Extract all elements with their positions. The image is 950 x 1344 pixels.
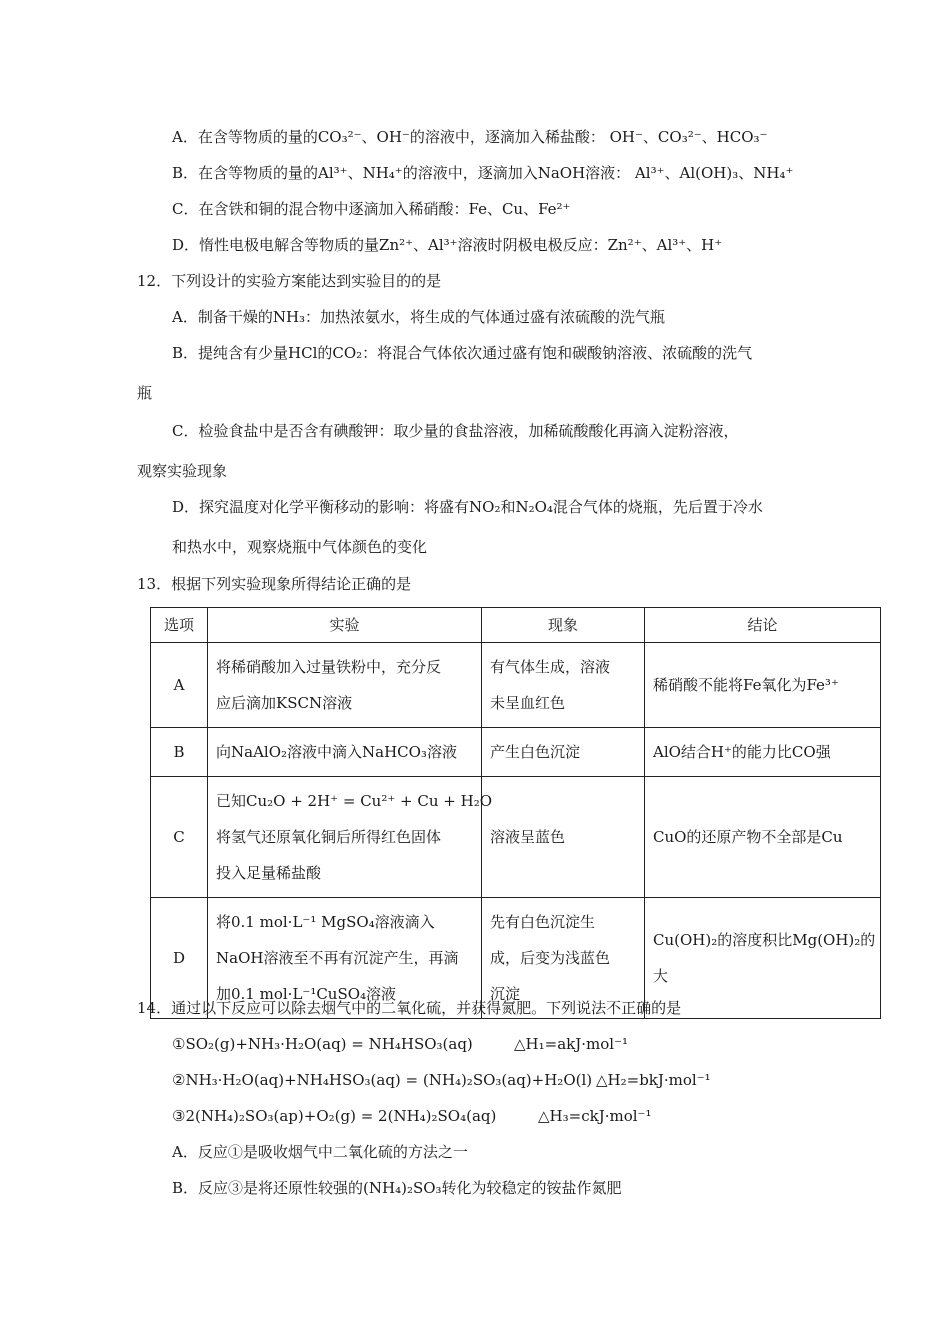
row-conclusion <box>645 777 881 898</box>
table-row <box>151 777 881 898</box>
row-option: B <box>151 728 208 777</box>
q12-stem: 12．下列设计的实验方案能达到实验目的的是 <box>137 272 442 290</box>
cell-line: 大 <box>653 967 669 985</box>
row-experiment <box>208 643 482 728</box>
q14-reaction-3-enthalpy: △H₃=ckJ·mol⁻¹ <box>538 1107 652 1125</box>
row-experiment <box>208 728 482 777</box>
cell-line: 先有白色沉淀生 <box>490 913 596 931</box>
cell-line: 应后滴加KSCN溶液 <box>216 694 353 712</box>
cell-line: 稀硝酸不能将Fe氧化为Fe³⁺ <box>653 676 839 694</box>
row-option: C <box>151 777 208 898</box>
cell-line: 溶液呈蓝色 <box>490 828 566 846</box>
table-row <box>151 728 881 777</box>
q14-reaction-2: ②NH₃·H₂O(aq)+NH₄HSO₃(aq) = (NH₄)₂SO₃(aq)+H₂O(l) <box>172 1071 593 1089</box>
row-phenomenon <box>482 728 645 777</box>
cell-line: 已知Cu₂O + 2H⁺ = Cu²⁺ + Cu + H₂O <box>216 792 493 810</box>
cell-line: AlO结合H⁺的能力比CO强 <box>653 743 831 761</box>
q14-option-a: A．反应①是吸收烟气中二氧化硫的方法之一 <box>172 1143 468 1161</box>
q12-option-d-line2: 和热水中，观察烧瓶中气体颜色的变化 <box>172 538 428 556</box>
cell-line: 向NaAlO₂溶液中滴入NaHCO₃溶液 <box>216 743 457 761</box>
q14-stem: 14．通过以下反应可以除去烟气中的二氧化硫，并获得氮肥。下列说法不正确的是 <box>137 999 682 1017</box>
q11-option-b: B．在含等物质的量的Al³⁺、NH₄⁺的溶液中，逐滴加入NaOH溶液： Al³⁺、Al(OH)₃、NH₄⁺ <box>172 164 794 182</box>
table-row <box>151 643 881 728</box>
q14-option-b: B．反应③是将还原性较强的(NH₄)₂SO₃转化为较稳定的铵盐作氮肥 <box>172 1179 622 1197</box>
row-option: A <box>151 643 208 728</box>
header-conclusion: 结论 <box>645 608 881 643</box>
q12-option-a: A．制备干燥的NH₃：加热浓氨水，将生成的气体通过盛有浓硫酸的洗气瓶 <box>172 308 666 326</box>
q12-option-b-line1: B．提纯含有少量HCl的CO₂：将混合气体依次通过盛有饱和碳酸钠溶液、浓硫酸的洗气 <box>172 344 753 362</box>
q12-option-d-line1: D．探究温度对化学平衡移动的影响：将盛有NO₂和N₂O₄混合气体的烧瓶，先后置于冷水 <box>172 498 763 516</box>
q14-reaction-1: ①SO₂(g)+NH₃·H₂O(aq) = NH₄HSO₃(aq) <box>172 1035 473 1053</box>
row-phenomenon <box>482 643 645 728</box>
header-option: 选项 <box>151 608 208 643</box>
q14-reaction-1-enthalpy: △H₁=akJ·mol⁻¹ <box>514 1035 628 1053</box>
q12-option-c-line2: 观察实验现象 <box>137 462 228 480</box>
q14-reaction-3: ③2(NH₄)₂SO₃(ap)+O₂(g) = 2(NH₄)₂SO₄(aq) <box>172 1107 497 1125</box>
q14-reaction-2-enthalpy: △H₂=bkJ·mol⁻¹ <box>596 1071 711 1089</box>
q12-option-b-line2: 瓶 <box>137 384 153 402</box>
cell-line: 未呈血红色 <box>490 694 566 712</box>
cell-line: 产生白色沉淀 <box>490 743 581 761</box>
cell-line: NaOH溶液至不再有沉淀产生，再滴 <box>216 949 459 967</box>
cell-line: 成，后变为浅蓝色 <box>490 949 611 967</box>
q12-option-c-line1: C．检验食盐中是否含有碘酸钾：取少量的食盐溶液，加稀硫酸酸化再滴入淀粉溶液， <box>172 422 739 440</box>
row-conclusion <box>645 643 881 728</box>
cell-line: 将稀硝酸加入过量铁粉中，充分反 <box>216 658 442 676</box>
header-experiment: 实验 <box>208 608 482 643</box>
row-conclusion <box>645 728 881 777</box>
cell-line: 有气体生成，溶液 <box>490 658 611 676</box>
cell-line: 将0.1 mol·L⁻¹ MgSO₄溶液滴入 <box>216 913 435 931</box>
cell-line: Cu(OH)₂的溶度积比Mg(OH)₂的 <box>653 931 876 949</box>
q11-option-c: C．在含铁和铜的混合物中逐滴加入稀硝酸：Fe、Cu、Fe²⁺ <box>172 200 571 218</box>
q11-option-d: D．惰性电极电解含等物质的量Zn²⁺、Al³⁺溶液时阴极电极反应：Zn²⁺、Al³⁺、H⁺ <box>172 236 723 254</box>
cell-line: CuO的还原产物不全部是Cu <box>653 828 843 846</box>
row-option: D <box>151 898 208 1019</box>
row-experiment <box>208 777 493 898</box>
header-phenomenon: 现象 <box>482 608 645 643</box>
row-phenomenon <box>482 777 645 898</box>
cell-line: 加0.1 mol·L⁻¹CuSO₄溶液 <box>216 985 397 1003</box>
cell-line: 沉淀 <box>490 985 521 1003</box>
table-header-row <box>151 608 881 643</box>
cell-line: 投入足量稀盐酸 <box>216 864 322 882</box>
cell-line: 将氢气还原氧化铜后所得红色固体 <box>216 828 442 846</box>
q11-option-a: A．在含等物质的量的CO₃²⁻、OH⁻的溶液中，逐滴加入稀盐酸： OH⁻、CO₃²⁻、HCO₃⁻ <box>172 128 768 146</box>
q13-table <box>150 607 881 1019</box>
q13-stem: 13．根据下列实验现象所得结论正确的是 <box>137 575 412 593</box>
